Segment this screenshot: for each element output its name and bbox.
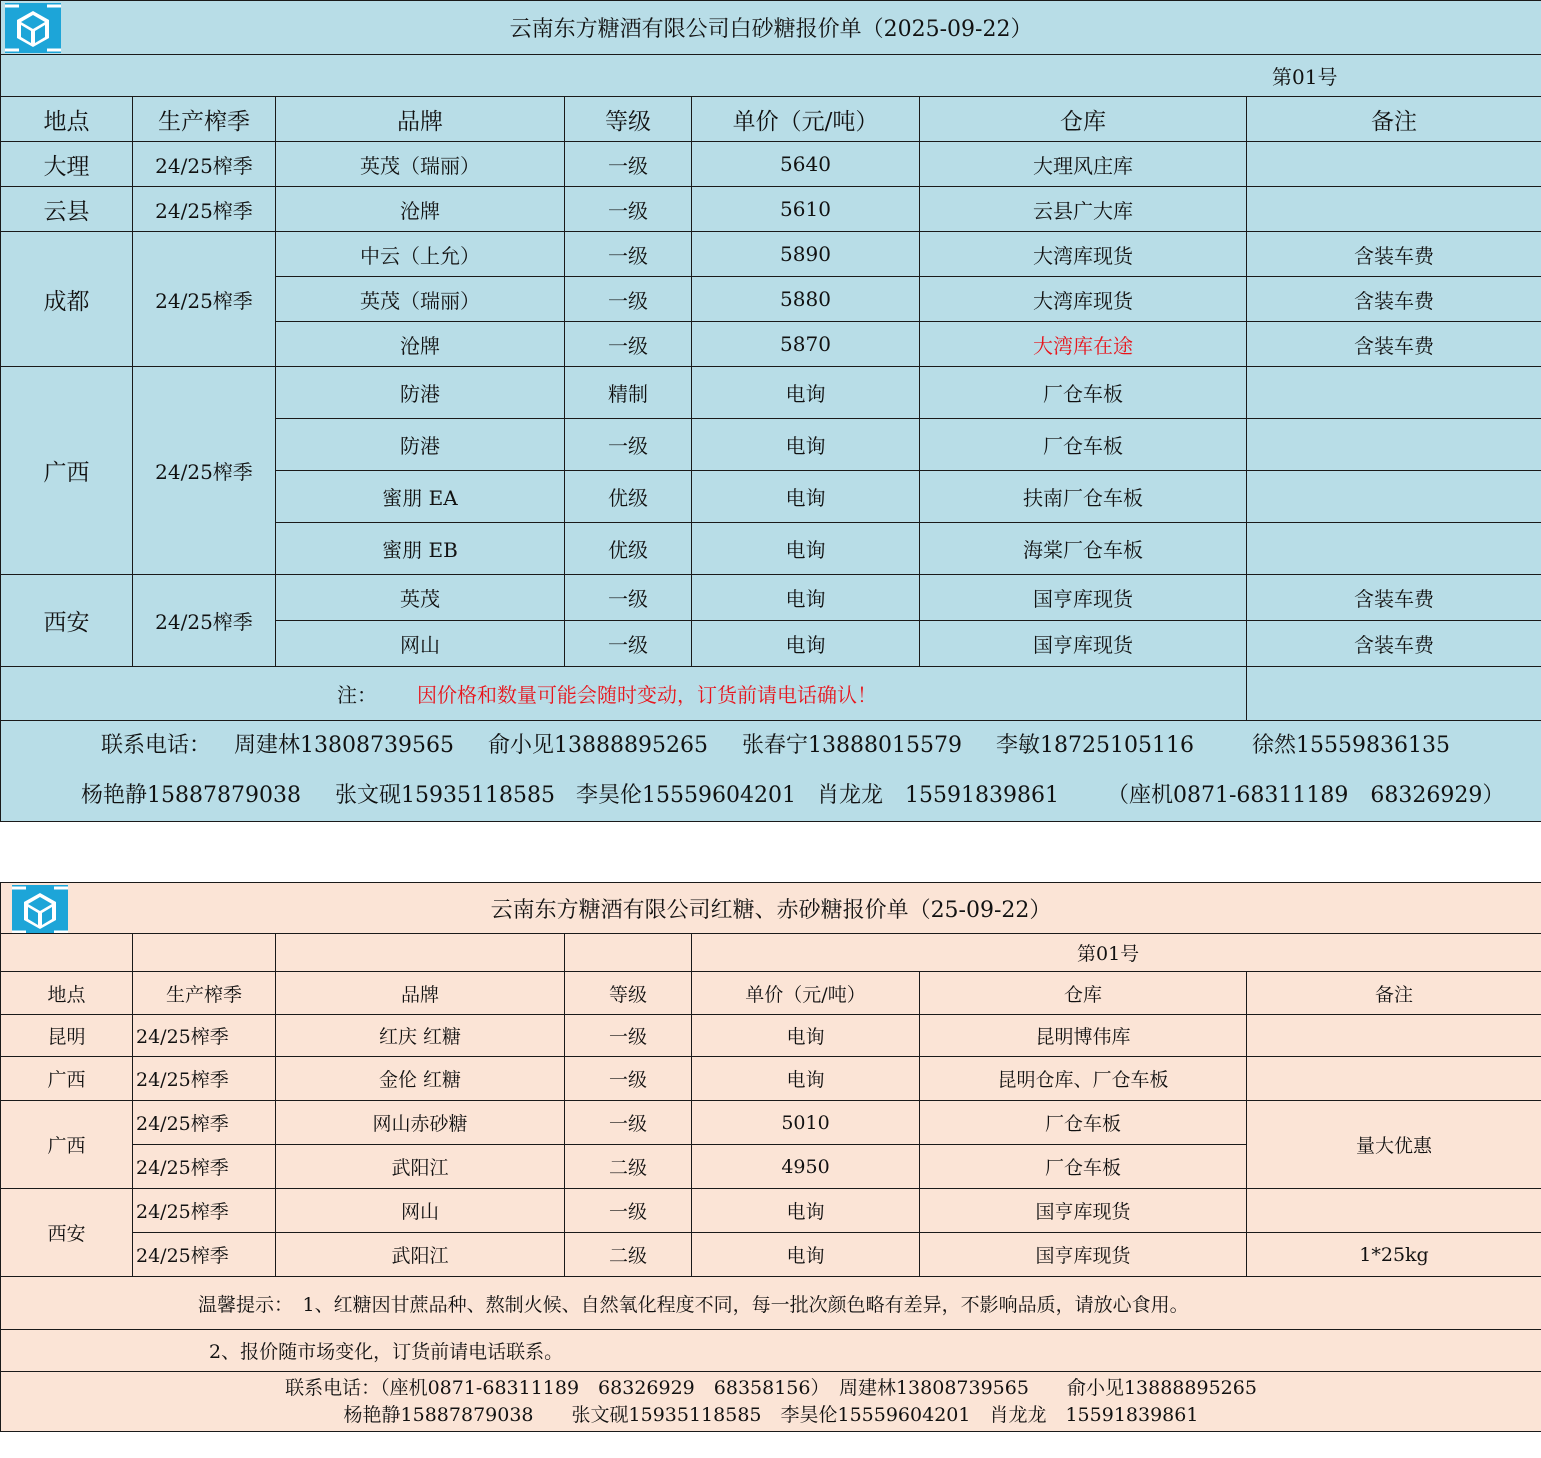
contacts-cell bbox=[1, 721, 1541, 822]
price-cell: 电询 bbox=[692, 419, 920, 471]
grade-cell: 一级 bbox=[565, 232, 692, 277]
note-cell: 量大优惠 bbox=[1247, 1101, 1541, 1189]
contact-entry: 徐然15559836135 bbox=[1252, 733, 1450, 758]
contacts-line-1: 联系电话：（座机0871-68311189 68326929 68358156） 周建林13808739565 俞小见13888895265 bbox=[285, 1376, 1257, 1399]
brand-cell: 金伦 红糖 bbox=[276, 1057, 565, 1101]
note-cell bbox=[1247, 419, 1541, 471]
warehouse-cell: 大湾库现货 bbox=[920, 232, 1247, 277]
table-row bbox=[1, 1101, 1541, 1145]
contact-entry: 周建林13808739565 bbox=[234, 733, 454, 758]
warehouse-cell: 国亨库现货 bbox=[920, 575, 1247, 621]
note-cell bbox=[1247, 1015, 1541, 1057]
grade-cell: 一级 bbox=[565, 187, 692, 232]
contacts-line-2 bbox=[1, 771, 1541, 821]
table-header-row bbox=[1, 97, 1541, 142]
grade-cell: 优级 bbox=[565, 471, 692, 523]
brand-cell: 网山 bbox=[276, 1189, 565, 1233]
season-cell: 24/25榨季 bbox=[133, 1145, 276, 1189]
warehouse-cell: 国亨库现货 bbox=[920, 621, 1247, 667]
table-row bbox=[1, 1233, 1541, 1277]
table-row bbox=[1, 575, 1541, 621]
contact-entry: 俞小见13888895265 bbox=[488, 733, 708, 758]
brand-cell: 蜜朋 EA bbox=[276, 471, 565, 523]
price-cell: 电询 bbox=[692, 367, 920, 419]
season-cell: 24/25榨季 bbox=[133, 1015, 276, 1057]
season-cell: 24/25榨季 bbox=[133, 1057, 276, 1101]
sheet-number: 第01号 bbox=[1272, 65, 1338, 89]
note-cell bbox=[1247, 523, 1541, 575]
tip-row bbox=[1, 1330, 1541, 1372]
price-cell: 4950 bbox=[692, 1145, 920, 1189]
brand-cell: 蜜朋 EB bbox=[276, 523, 565, 575]
grade-cell: 一级 bbox=[565, 575, 692, 621]
tip-text-1: 温馨提示： 1、红糖因甘蔗品种、熬制火候、自然氧化程度不同，每一批次颜色略有差异，不影响品质，请放心食用。 bbox=[198, 1293, 1189, 1316]
price-cell: 电询 bbox=[692, 523, 920, 575]
brand-cell: 红庆 红糖 bbox=[276, 1015, 565, 1057]
note-cell: 含装车费 bbox=[1247, 277, 1541, 322]
contact-entry: （座机0871-68311189 68326929） bbox=[1107, 783, 1505, 808]
tip-text-2: 2、报价随市场变化，订货前请电话联系。 bbox=[209, 1341, 564, 1363]
header-price: 单价（元/吨） bbox=[692, 972, 920, 1015]
note-cell bbox=[1247, 187, 1541, 232]
place-cell: 广西 bbox=[1, 367, 133, 575]
note-cell: 含装车费 bbox=[1247, 232, 1541, 277]
header-season: 生产榨季 bbox=[133, 972, 276, 1015]
grade-cell: 一级 bbox=[565, 621, 692, 667]
brand-cell: 网山赤砂糖 bbox=[276, 1101, 565, 1145]
season-cell: 24/25榨季 bbox=[133, 1189, 276, 1233]
season-cell: 24/25榨季 bbox=[133, 142, 276, 187]
warehouse-cell: 大理风庄库 bbox=[920, 142, 1247, 187]
table-row bbox=[1, 1057, 1541, 1101]
contact-entry: 张文砚15935118585 bbox=[335, 783, 555, 808]
brand-cell: 中云（上允） bbox=[276, 232, 565, 277]
header-warehouse: 仓库 bbox=[920, 97, 1247, 142]
brand-cell: 英茂（瑞丽） bbox=[276, 142, 565, 187]
contacts-row bbox=[1, 1372, 1541, 1432]
header-grade: 等级 bbox=[565, 97, 692, 142]
blank-cell bbox=[133, 934, 276, 972]
note-cell bbox=[1247, 1189, 1541, 1233]
warehouse-cell: 昆明博伟库 bbox=[920, 1015, 1247, 1057]
warehouse-cell: 厂仓车板 bbox=[920, 1101, 1247, 1145]
table-row bbox=[1, 1189, 1541, 1233]
table-row bbox=[1, 367, 1541, 419]
warehouse-cell: 大湾库在途 bbox=[920, 322, 1247, 367]
price-cell: 5640 bbox=[692, 142, 920, 187]
season-cell: 24/25榨季 bbox=[133, 1233, 276, 1277]
header-grade: 等级 bbox=[565, 972, 692, 1015]
note-cell bbox=[1247, 142, 1541, 187]
note-cell bbox=[1247, 367, 1541, 419]
contact-entry: 李敏18725105116 bbox=[996, 733, 1194, 758]
warehouse-cell: 国亨库现货 bbox=[920, 1189, 1247, 1233]
note-cell bbox=[1247, 1057, 1541, 1101]
table-header-row bbox=[1, 972, 1541, 1015]
blank-cell bbox=[1, 934, 133, 972]
brand-cell: 沧牌 bbox=[276, 322, 565, 367]
header-note: 备注 bbox=[1247, 97, 1541, 142]
warehouse-cell: 国亨库现货 bbox=[920, 1233, 1247, 1277]
season-cell: 24/25榨季 bbox=[133, 1101, 276, 1145]
warehouse-cell: 海棠厂仓车板 bbox=[920, 523, 1247, 575]
brand-cell: 英茂 bbox=[276, 575, 565, 621]
header-note: 备注 bbox=[1247, 972, 1541, 1015]
place-cell: 西安 bbox=[1, 1189, 133, 1277]
contacts-line-2: 杨艳静15887879038 张文砚15935118585 李昊伦15559604201 肖龙龙 15591839861 bbox=[343, 1403, 1199, 1426]
header-place: 地点 bbox=[1, 972, 133, 1015]
header-season: 生产榨季 bbox=[133, 97, 276, 142]
price-cell: 电询 bbox=[692, 621, 920, 667]
contacts-line-1 bbox=[1, 721, 1541, 771]
price-cell: 5880 bbox=[692, 277, 920, 322]
sheet-number: 第01号 bbox=[1077, 943, 1140, 965]
price-cell: 电询 bbox=[692, 575, 920, 621]
notice-empty-cell bbox=[1247, 667, 1541, 721]
brand-cell: 英茂（瑞丽） bbox=[276, 277, 565, 322]
season-cell: 24/25榨季 bbox=[133, 187, 276, 232]
place-cell: 成都 bbox=[1, 232, 133, 367]
note-cell: 含装车费 bbox=[1247, 322, 1541, 367]
grade-cell: 一级 bbox=[565, 1101, 692, 1145]
price-cell: 电询 bbox=[692, 1057, 920, 1101]
brand-cell: 武阳江 bbox=[276, 1233, 565, 1277]
contact-entry: 张春宁13888015579 bbox=[742, 733, 962, 758]
contacts-row bbox=[1, 721, 1541, 822]
contacts-label: 联系电话： bbox=[101, 733, 212, 758]
table-row bbox=[1, 142, 1541, 187]
warehouse-cell: 厂仓车板 bbox=[920, 419, 1247, 471]
price-cell: 5010 bbox=[692, 1101, 920, 1145]
place-cell: 广西 bbox=[1, 1057, 133, 1101]
grade-cell: 一级 bbox=[565, 1189, 692, 1233]
price-cell: 电询 bbox=[692, 1233, 920, 1277]
company-logo-icon bbox=[12, 885, 68, 934]
place-cell: 云县 bbox=[1, 187, 133, 232]
brand-cell: 武阳江 bbox=[276, 1145, 565, 1189]
contact-entry: 肖龙龙 15591839861 bbox=[817, 783, 1059, 808]
warehouse-cell: 厂仓车板 bbox=[920, 1145, 1247, 1189]
brown-sugar-sheet bbox=[0, 882, 1541, 1432]
grade-cell: 二级 bbox=[565, 1145, 692, 1189]
grade-cell: 精制 bbox=[565, 367, 692, 419]
sheet-title: 云南东方糖酒有限公司红糖、赤砂糖报价单（25-09-22） bbox=[1, 883, 1541, 934]
sheet-title: 云南东方糖酒有限公司白砂糖报价单（2025-09-22） bbox=[1, 1, 1541, 55]
warehouse-cell: 厂仓车板 bbox=[920, 367, 1247, 419]
header-price: 单价（元/吨） bbox=[692, 97, 920, 142]
notice-text: 因价格和数量可能会随时变动，订货前请电话确认！ bbox=[417, 683, 877, 707]
sheet-number-row bbox=[1, 55, 1541, 97]
season-cell: 24/25榨季 bbox=[133, 232, 276, 367]
tip-cell bbox=[1, 1330, 1541, 1372]
table-row bbox=[1, 187, 1541, 232]
grade-cell: 一级 bbox=[565, 419, 692, 471]
note-cell: 含装车费 bbox=[1247, 621, 1541, 667]
warehouse-cell: 大湾库现货 bbox=[920, 277, 1247, 322]
blank-cell bbox=[276, 934, 565, 972]
brand-cell: 沧牌 bbox=[276, 187, 565, 232]
grade-cell: 二级 bbox=[565, 1233, 692, 1277]
header-place: 地点 bbox=[1, 97, 133, 142]
header-warehouse: 仓库 bbox=[920, 972, 1247, 1015]
place-cell: 西安 bbox=[1, 575, 133, 667]
grade-cell: 一级 bbox=[565, 142, 692, 187]
brand-cell: 防港 bbox=[276, 419, 565, 471]
price-cell: 电询 bbox=[692, 1015, 920, 1057]
price-cell: 5870 bbox=[692, 322, 920, 367]
tip-cell bbox=[1, 1277, 1541, 1330]
sheet-number-row bbox=[692, 934, 1541, 972]
price-cell: 5610 bbox=[692, 187, 920, 232]
tip-row bbox=[1, 1277, 1541, 1330]
table-row bbox=[1, 1015, 1541, 1057]
season-cell: 24/25榨季 bbox=[133, 367, 276, 575]
grade-cell: 一级 bbox=[565, 1015, 692, 1057]
place-cell: 昆明 bbox=[1, 1015, 133, 1057]
notice-cell bbox=[1, 667, 1247, 721]
company-logo-icon bbox=[5, 3, 61, 53]
header-brand: 品牌 bbox=[276, 972, 565, 1015]
season-cell: 24/25榨季 bbox=[133, 575, 276, 667]
notice-row bbox=[1, 667, 1541, 721]
place-cell: 大理 bbox=[1, 142, 133, 187]
brand-cell: 网山 bbox=[276, 621, 565, 667]
note-cell: 1*25kg bbox=[1247, 1233, 1541, 1277]
warehouse-cell: 扶南厂仓车板 bbox=[920, 471, 1247, 523]
grade-cell: 一级 bbox=[565, 277, 692, 322]
header-brand: 品牌 bbox=[276, 97, 565, 142]
contact-entry: 杨艳静15887879038 bbox=[81, 783, 301, 808]
price-cell: 电询 bbox=[692, 471, 920, 523]
contacts-cell bbox=[1, 1372, 1541, 1432]
brown-sugar-table bbox=[0, 882, 1541, 1432]
table-row bbox=[1, 232, 1541, 277]
grade-cell: 一级 bbox=[565, 1057, 692, 1101]
price-cell: 5890 bbox=[692, 232, 920, 277]
warehouse-cell: 昆明仓库、厂仓车板 bbox=[920, 1057, 1247, 1101]
notice-label: 注： bbox=[337, 683, 377, 707]
note-cell: 含装车费 bbox=[1247, 575, 1541, 621]
grade-cell: 一级 bbox=[565, 322, 692, 367]
warehouse-cell: 云县广大库 bbox=[920, 187, 1247, 232]
contact-entry: 李昊伦15559604201 bbox=[576, 783, 796, 808]
blank-cell bbox=[565, 934, 692, 972]
note-cell bbox=[1247, 471, 1541, 523]
grade-cell: 优级 bbox=[565, 523, 692, 575]
price-cell: 电询 bbox=[692, 1189, 920, 1233]
place-cell: 广西 bbox=[1, 1101, 133, 1189]
brand-cell: 防港 bbox=[276, 367, 565, 419]
